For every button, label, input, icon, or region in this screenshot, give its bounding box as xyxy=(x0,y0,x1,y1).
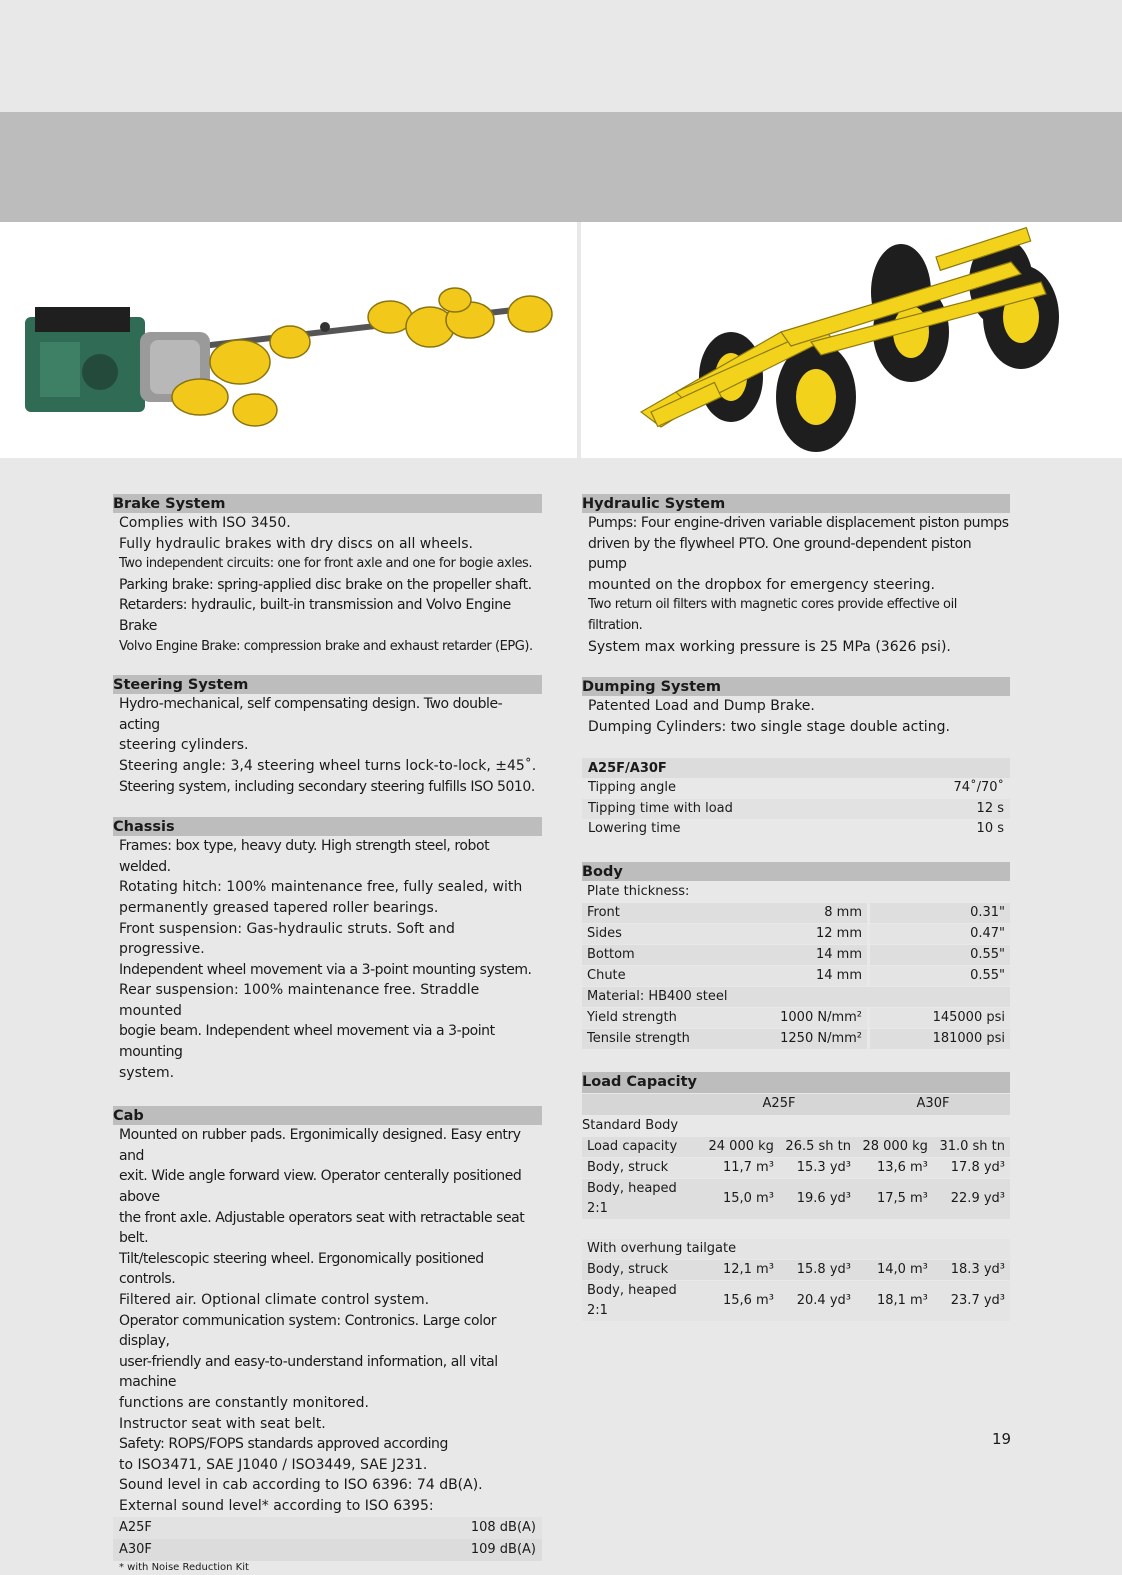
table-row: Sides 12 mm 0.47" xyxy=(582,924,1010,944)
dumping-row: Lowering time 10 s xyxy=(588,821,1004,837)
cab-text: Mounted on rubber pads. Ergonimically designed. Easy entry and exit. Wide angle forward view. Operator centerally positioned above the front axle. Adjustable operators seat with retractable seat belt. Tilt/telescopic steering wheel. Ergonomically positioned controls. Filtered air. Optional climate control system. Operator communication system: Contronics. Large color display, user-friendly and easy-to-understand information, all vital machine functions are constantly monitored. Instructor seat with seat belt. Safety: ROPS/FOPS standards approved according to ISO3471, SAE J1040 / ISO3449, SAE J231. Sound level in cab according to ISO 6396: 74 dB(A). External sound level* according to ISO 6395: xyxy=(119,1127,525,1514)
brake-system-text: Complies with ISO 3450. Fully hydraulic brakes with dry discs on all wheels. Two independent circuits: one for front axle and one for bogie axles. Parking brake: spring-applied disc brake on the propeller shaft. Retarders: hydraulic, built-in transmission and Volvo Engine Brake Volvo Engine Brake: compression brake and exhaust retarder (EPG). xyxy=(119,515,533,654)
table-row: Load capacity 24 000 kg 26.5 sh tn 28 000 kg 31.0 sh tn xyxy=(582,1137,1010,1157)
dumping-system-text: Patented Load and Dump Brake. Dumping Cylinders: two single stage double acting. xyxy=(588,698,950,735)
standard-body-label: Standard Body xyxy=(582,1117,679,1133)
table-row: Chute 14 mm 0.55" xyxy=(582,966,1010,986)
material-label: Material: HB400 steel xyxy=(582,987,1010,1007)
drivetrain-photo xyxy=(0,222,577,458)
top-margin xyxy=(0,0,1122,112)
dumping-row: Tipping angle 74˚/70˚ xyxy=(588,780,1004,796)
engine-icon xyxy=(25,307,145,412)
table-row: Tensile strength 1250 N/mm² 181000 psi xyxy=(582,1029,1010,1049)
load-capacity-table xyxy=(582,1093,1010,1322)
table-row: Body, struck 11,7 m³ 15.3 yd³ 13,6 m³ 17.8 yd³ xyxy=(582,1158,1010,1178)
dumping-table-title: A25F/A30F xyxy=(582,758,1010,778)
right-column xyxy=(582,494,1010,1322)
steering-system-text: Hydro-mechanical, self compensating design. Two double-acting steering cylinders. Steering angle: 3,4 steering wheel turns lock-to-lock, ±45˚. Steering system, including secondary steering fulfills ISO 5010. xyxy=(119,696,537,795)
table-row: Bottom 14 mm 0.55" xyxy=(582,945,1010,965)
header-band xyxy=(0,112,1122,222)
table-row: Front 8 mm 0.31" xyxy=(582,903,1010,923)
dumping-row: Tipping time with load 12 s xyxy=(582,799,1010,820)
brake-system-heading: Brake System xyxy=(113,494,542,513)
dumping-system-heading: Dumping System xyxy=(582,677,1010,696)
sound-row: A25F 108 dB(A) xyxy=(113,1517,542,1539)
body-heading: Body xyxy=(582,862,1010,881)
page-number: 19 xyxy=(992,1430,1012,1448)
sound-row: A30F 109 dB(A) xyxy=(113,1539,542,1561)
chassis-text: Frames: box type, heavy duty. High strength steel, robot welded. Rotating hitch: 100% maintenance free, fully sealed, with permanently greased tapered roller bearings. Front suspension: Gas-hydraulic struts. Soft and progressive. Independent wheel movement via a 3-point mounting system. Rear suspension: 100% maintenance free. Straddle mounted bogie beam. Independent wheel movement via a 3-point mounting system. xyxy=(119,838,532,1081)
body-table xyxy=(582,881,1010,1050)
table-row: Body, heaped 2:1 15,6 m³ 20.4 yd³ 18,1 m³ 23.7 yd³ xyxy=(582,1281,1010,1321)
footnote: * with Noise Reduction Kit xyxy=(119,1561,249,1573)
load-capacity-heading: Load Capacity xyxy=(582,1072,1010,1093)
tailgate-label: With overhung tailgate xyxy=(582,1239,1010,1259)
chassis-heading: Chassis xyxy=(113,817,542,836)
load-columns: A25F A30F xyxy=(582,1094,1010,1115)
table-row: Body, heaped 2:1 15,0 m³ 19.6 yd³ 17,5 m³ 22.9 yd³ xyxy=(582,1179,1010,1219)
hydraulic-system-heading: Hydraulic System xyxy=(582,494,1010,513)
table-row: Yield strength 1000 N/mm² 145000 psi xyxy=(582,1008,1010,1028)
table-row: Body, struck 12,1 m³ 15.8 yd³ 14,0 m³ 18.3 yd³ xyxy=(582,1260,1010,1280)
plate-thickness-label: Plate thickness: xyxy=(587,883,690,899)
hydraulic-system-text: Pumps: Four engine-driven variable displacement piston pumps driven by the flywheel PTO. One ground-dependent piston pump mounted on the dropbox for emergency steering. Two return oil filters with magnetic cores provide effective oil filtration. System max working pressure is 25 MPa (3626 psi). xyxy=(588,515,1009,655)
steering-system-heading: Steering System xyxy=(113,675,542,694)
cab-heading: Cab xyxy=(113,1106,542,1125)
chassis-photo xyxy=(581,222,1122,458)
left-column xyxy=(113,494,542,1575)
